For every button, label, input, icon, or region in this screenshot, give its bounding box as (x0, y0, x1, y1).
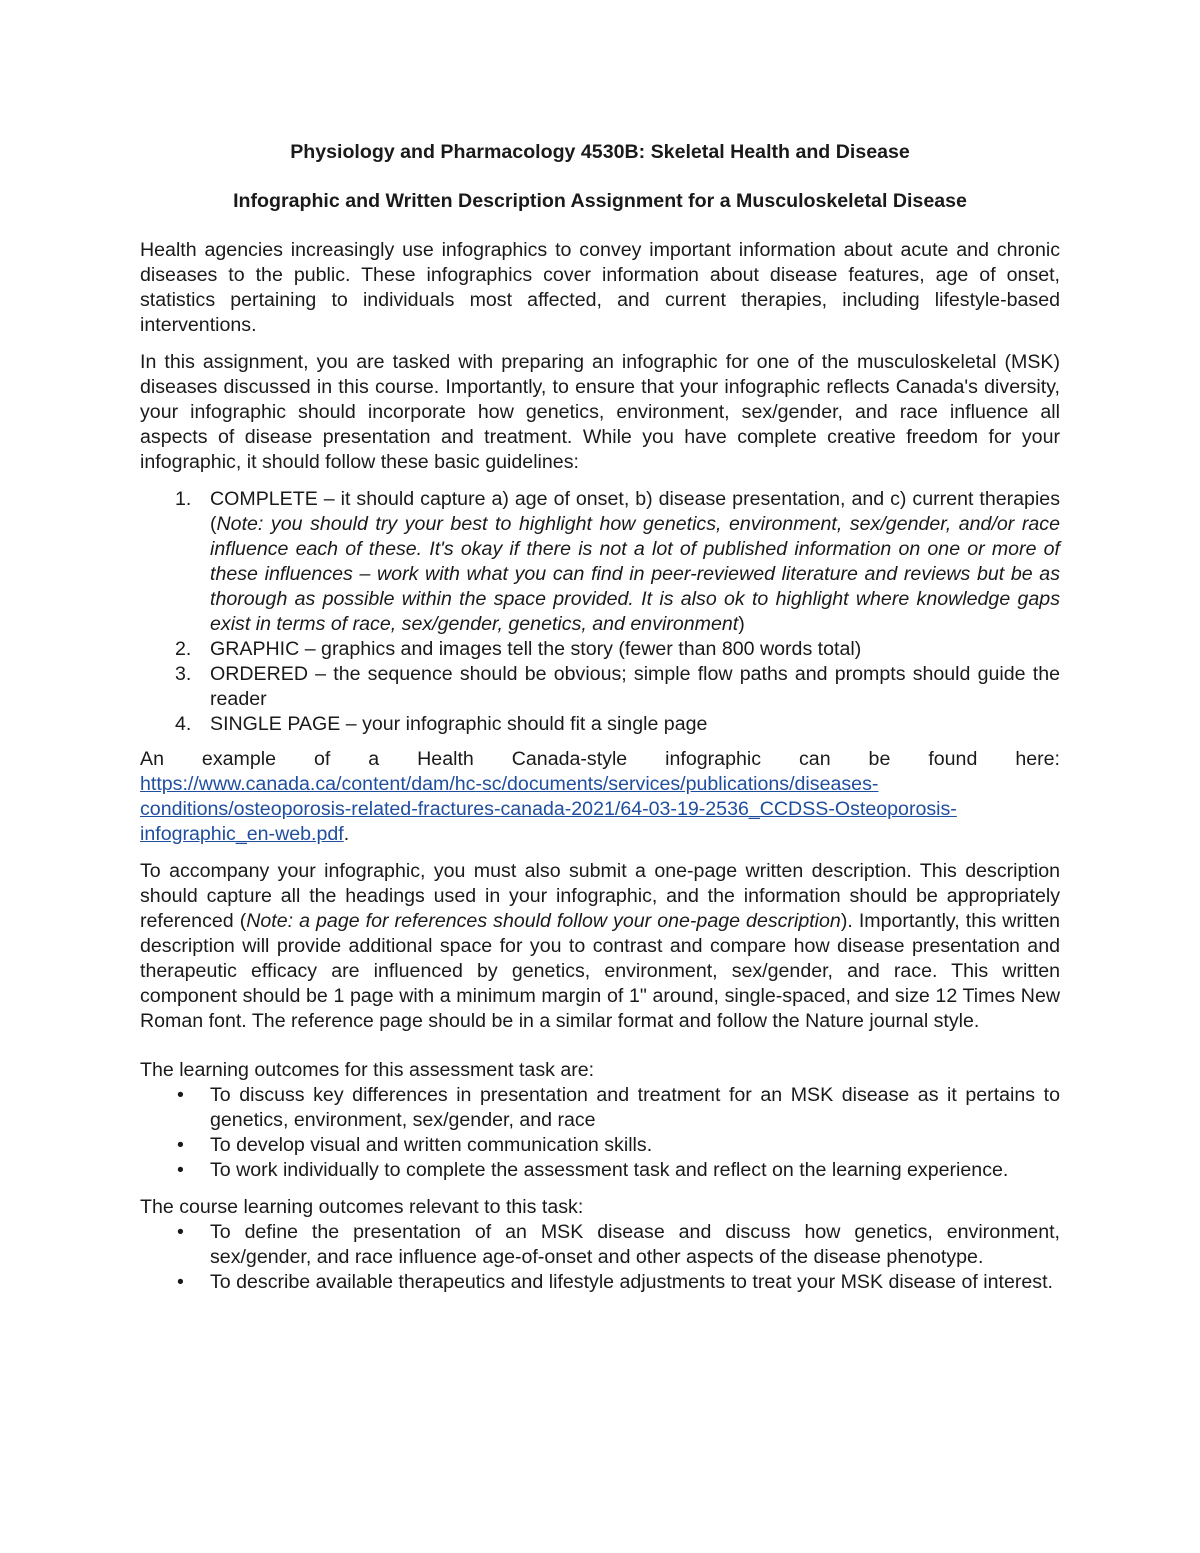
description-text: To accompany your infographic, you must also submit a one-page written description. This description should capture all the headings used in your infographic, and the information should be appropriately referenced ( (140, 860, 1060, 932)
guideline-number: 4. (175, 713, 192, 735)
course-outcome-item (140, 1270, 1060, 1295)
guideline-text: GRAPHIC – graphics and images tell the story (fewer than 800 words total) (210, 638, 862, 660)
document-title: Physiology and Pharmacology 4530B: Skeletal Health and Disease (290, 141, 910, 163)
task-paragraph: In this assignment, you are tasked with preparing an infographic for one of the musculoskeletal (MSK) diseases discussed in this course. Importantly, to ensure that your infographic reflects Canada's diversity, your infographic should incorporate how genetics, environment, sex/gender, and race influence all aspects of disease presentation and treatment. While you have complete creative freedom for your infographic, it should follow these basic guidelines: (140, 351, 1060, 473)
learning-outcomes-list (140, 1083, 1060, 1183)
intro-paragraph: Health agencies increasingly use infographics to convey important information about acute and chronic diseases to the public. These infographics cover information about disease features, age of onset, statistics pertaining to individuals most affected, and current therapies, including lifestyle-based interventions. (140, 239, 1060, 336)
bullet-icon: • (177, 1159, 184, 1181)
description-text-end: ). Importantly, this written description will provide additional space for you to contrast and compare how disease presentation and therapeutic efficacy are influenced by genetics, environment, sex/gender, and race. This written component should be 1 page with a minimum margin of 1" around, single-spaced, and size 12 Times New Roman font. The reference page should be in a similar format and follow the Nature journal style. (140, 910, 1060, 1032)
bullet-icon: • (177, 1221, 184, 1243)
bullet-icon: • (177, 1134, 184, 1156)
description-paragraph (140, 859, 1060, 1034)
guideline-item (140, 487, 1060, 637)
infographic-example-link[interactable]: https://www.canada.ca/content/dam/hc-sc/documents/services/publications/diseases-conditions/osteoporosis-related-fractures-canada-2021/64-03-19-2536_CCDSS-Osteoporosis-infographic_en-web.pdf (140, 773, 957, 845)
learning-outcome-text: To develop visual and written communication skills. (210, 1134, 653, 1156)
learning-outcome-text: To work individually to complete the assessment task and reflect on the learning experience. (210, 1159, 1009, 1181)
learning-outcome-item (140, 1158, 1060, 1183)
guideline-item (140, 637, 1060, 662)
learning-outcome-item (140, 1083, 1060, 1133)
document-subtitle: Infographic and Written Description Assignment for a Musculoskeletal Disease (233, 190, 967, 212)
course-outcomes-list (140, 1220, 1060, 1295)
course-outcome-item (140, 1220, 1060, 1270)
guideline-text: SINGLE PAGE – your infographic should fit a single page (210, 713, 708, 735)
example-link-paragraph (140, 772, 1060, 847)
guidelines-list (140, 487, 1060, 737)
description-note: Note: a page for references should follow your one-page description (246, 910, 841, 932)
example-link-period: . (343, 823, 350, 845)
example-text: An example of a Health Canada-style infographic can be found here: (140, 748, 1060, 770)
learning-outcome-item (140, 1133, 1060, 1158)
bullet-icon: • (177, 1084, 184, 1106)
guideline-number: 2. (175, 638, 192, 660)
guideline-item (140, 712, 1060, 737)
guideline-item (140, 662, 1060, 712)
guideline-note: Note: you should try your best to highlight how genetics, environment, sex/gender, and/or race influence each of these. It's okay if there is not a lot of published information on one or more of these influences – work with what you can find in peer-reviewed literature and reviews but be as thorough as possible within the space provided. It is also ok to highlight where knowledge gaps exist in terms of race, sex/gender, genetics, and environment (210, 513, 1060, 635)
course-outcome-text: To describe available therapeutics and lifestyle adjustments to treat your MSK disease of interest. (210, 1271, 1053, 1293)
learning-outcome-text: To discuss key differences in presentation and treatment for an MSK disease as it pertains to genetics, environment, sex/gender, and race (210, 1084, 1060, 1131)
learning-outcomes-intro: The learning outcomes for this assessment task are: (140, 1059, 595, 1081)
guideline-number: 3. (175, 663, 192, 685)
guideline-number: 1. (175, 488, 192, 510)
document-body (140, 140, 1060, 1295)
guideline-text-end: ) (738, 613, 745, 635)
course-outcomes-intro: The course learning outcomes relevant to this task: (140, 1196, 584, 1218)
course-outcome-text: To define the presentation of an MSK disease and discuss how genetics, environment, sex/gender, and race influence age-of-onset and other aspects of the disease phenotype. (210, 1221, 1060, 1268)
guideline-text: COMPLETE – it should capture a) age of onset, b) disease presentation, and c) current therapies ( (210, 488, 1060, 535)
bullet-icon: • (177, 1271, 184, 1293)
guideline-text: ORDERED – the sequence should be obvious; simple flow paths and prompts should guide the reader (210, 663, 1060, 710)
